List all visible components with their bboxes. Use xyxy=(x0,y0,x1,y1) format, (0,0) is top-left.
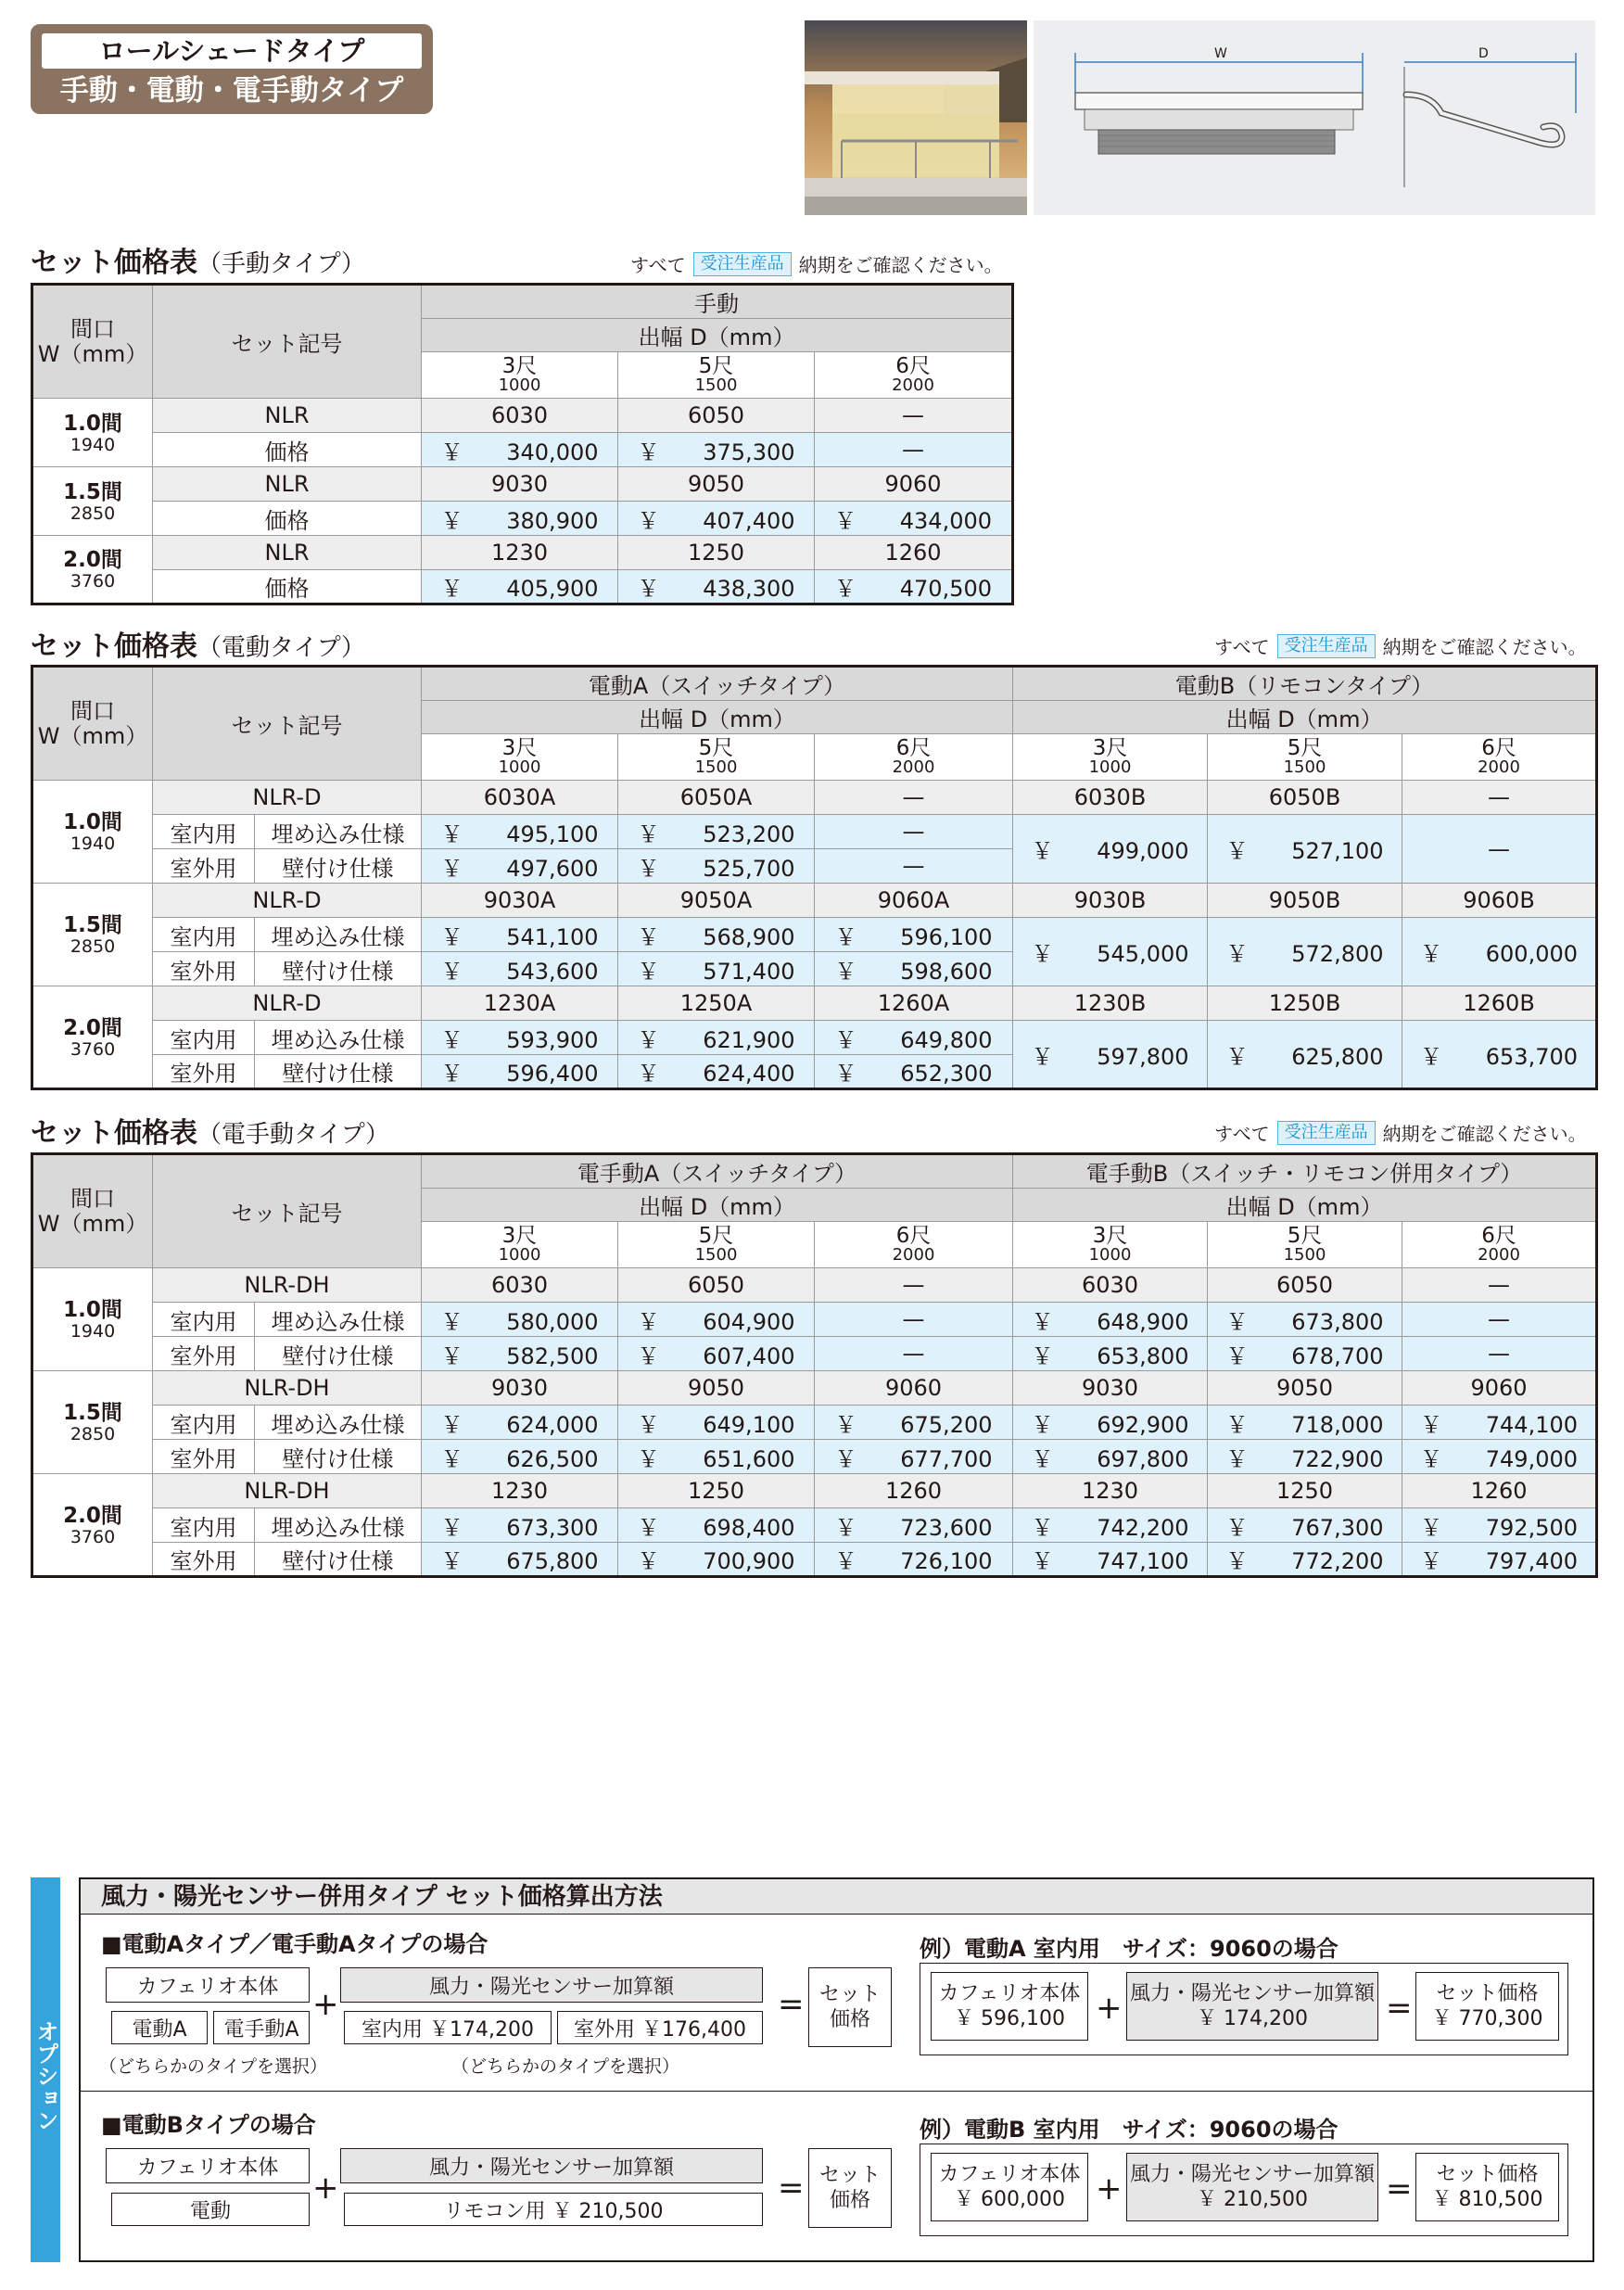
case-a-body-box: カフェリオ本体 xyxy=(106,1967,310,2003)
price-cell: ￥ 726,100 xyxy=(815,1543,1013,1577)
options-side-label: オプション xyxy=(31,1877,60,2262)
model-code: 6030 xyxy=(422,1268,618,1303)
price-cell: ￥ 698,400 xyxy=(618,1508,815,1543)
embed-spec-label: 埋め込み仕様 xyxy=(255,1406,422,1440)
product-photo xyxy=(805,20,1027,215)
depth-header: 出幅 D（mm） xyxy=(422,319,1013,352)
size-5shaku: 5尺 1500 xyxy=(618,352,815,399)
ex-a-body: カフェリオ本体 ￥ 596,100 xyxy=(931,1972,1088,2041)
size-5shaku: 5尺 1500 xyxy=(618,734,815,781)
electric-subtitle: （電動タイプ） xyxy=(197,634,365,662)
category-badge xyxy=(31,24,433,114)
model-code: 1230 xyxy=(1013,1474,1208,1508)
manual-subtitle: （手動タイプ） xyxy=(197,250,365,278)
wall-spec-label: 壁付け仕様 xyxy=(255,1440,422,1474)
price-dash: — xyxy=(1402,1337,1597,1371)
price-cell: ￥ 767,300 xyxy=(1208,1508,1402,1543)
model-code: 1250 xyxy=(1208,1474,1402,1508)
width-1-0: 1.0間 1940 xyxy=(32,781,153,884)
manual-section-title xyxy=(31,239,365,280)
model-code: 1230B xyxy=(1013,986,1208,1021)
price-dash: — xyxy=(815,1337,1013,1371)
price-cell: ￥ 649,100 xyxy=(618,1406,815,1440)
price-cell: ￥ 375,300 xyxy=(618,433,815,467)
d-label: D xyxy=(1478,46,1489,61)
col-setcode-header: セット記号 xyxy=(153,285,422,399)
set-code: NLR-DH xyxy=(153,1474,422,1508)
price-cell: ￥ 652,300 xyxy=(815,1055,1013,1089)
ex-b-result: セット価格 ￥ 810,500 xyxy=(1415,2153,1559,2221)
case-b-example-heading: 例）電動B 室内用 サイズ：9060の場合 xyxy=(920,2117,1339,2143)
model-code: 1250B xyxy=(1208,986,1402,1021)
price-cell: ￥ 678,700 xyxy=(1208,1337,1402,1371)
options-panel xyxy=(79,1877,1594,2262)
price-cell: ￥ 598,600 xyxy=(815,952,1013,986)
model-code: 9030 xyxy=(1013,1371,1208,1406)
model-code: 6050 xyxy=(1208,1268,1402,1303)
model-code: 9050 xyxy=(618,1371,815,1406)
manual-title-text: セット価格表 xyxy=(31,247,197,279)
price-cell: ￥ 582,500 xyxy=(422,1337,618,1371)
manual-group-header: 手動 xyxy=(422,285,1013,319)
note-suffix: 納期をご確認ください。 xyxy=(1382,1123,1587,1145)
case-b-heading: ■電動Bタイプの場合 xyxy=(101,2112,316,2138)
wall-spec-label: 壁付け仕様 xyxy=(255,849,422,884)
electric-order-note xyxy=(1214,632,1587,659)
model-code: 9030A xyxy=(422,884,618,918)
price-cell: ￥ 593,900 xyxy=(422,1021,618,1055)
model-code: 6030 xyxy=(422,399,618,433)
hybrid-order-note xyxy=(1214,1119,1587,1146)
case-a-result-box: セット 価格 xyxy=(808,1967,892,2047)
price-cell: ￥ 596,100 xyxy=(815,918,1013,952)
made-to-order-tag: 受注生産品 xyxy=(693,252,792,276)
price-cell: ￥ 438,300 xyxy=(618,570,815,604)
indoor-label: 室内用 xyxy=(153,815,255,849)
embed-spec-label: 埋め込み仕様 xyxy=(255,1303,422,1337)
case-a-example-heading: 例）電動A 室内用 サイズ：9060の場合 xyxy=(920,1936,1339,1962)
price-cell: ￥ 405,900 xyxy=(422,570,618,604)
set-code: NLR xyxy=(153,536,422,570)
ex-b-body: カフェリオ本体 ￥ 600,000 xyxy=(931,2153,1088,2221)
w-label: W xyxy=(1214,46,1227,61)
electric-group-b-header: 電動B（リモコンタイプ） xyxy=(1013,667,1597,701)
depth-header: 出幅 D（mm） xyxy=(1013,701,1597,734)
price-cell: ￥ 497,600 xyxy=(422,849,618,884)
price-dash: — xyxy=(815,849,1013,884)
hybrid-group-b-header: 電手動B（スイッチ・リモコン併用タイプ） xyxy=(1013,1154,1597,1189)
width-2-0: 2.0間 3760 xyxy=(32,986,153,1089)
case-b-result-box: セット 価格 xyxy=(808,2148,892,2228)
model-code: 9060 xyxy=(815,1371,1013,1406)
model-code: 1260A xyxy=(815,986,1013,1021)
badge-title: ロールシェードタイプ xyxy=(42,33,422,69)
model-code: 1260 xyxy=(1402,1474,1597,1508)
price-cell: ￥ 624,000 xyxy=(422,1406,618,1440)
embed-spec-label: 埋め込み仕様 xyxy=(255,1508,422,1543)
made-to-order-tag: 受注生産品 xyxy=(1277,1121,1376,1145)
indoor-label: 室内用 xyxy=(153,918,255,952)
price-cell: ￥ 653,700 xyxy=(1402,1021,1597,1089)
price-cell: ￥ 700,900 xyxy=(618,1543,815,1577)
indoor-label: 室内用 xyxy=(153,1508,255,1543)
case-a-heading: ■電動Aタイプ／電手動Aタイプの場合 xyxy=(101,1931,488,1957)
width-1-5: 1.5間 2850 xyxy=(32,884,153,986)
model-code: 6030B xyxy=(1013,781,1208,815)
price-cell: ￥ 380,900 xyxy=(422,502,618,536)
price-cell: ￥ 340,000 xyxy=(422,433,618,467)
price-cell: ￥ 624,400 xyxy=(618,1055,815,1089)
price-cell: ￥ 470,500 xyxy=(815,570,1013,604)
depth-header: 出幅 D（mm） xyxy=(422,1189,1013,1222)
embed-spec-label: 埋め込み仕様 xyxy=(255,918,422,952)
dimension-diagram xyxy=(1034,20,1595,215)
model-code: 9030 xyxy=(422,1371,618,1406)
size-3shaku: 3尺 1000 xyxy=(422,1222,618,1268)
price-cell: ￥ 651,600 xyxy=(618,1440,815,1474)
set-code: NLR xyxy=(153,399,422,433)
model-code: — xyxy=(815,399,1013,433)
manual-order-note xyxy=(630,250,1003,277)
model-code: 9050 xyxy=(1208,1371,1402,1406)
model-code: 6030 xyxy=(1013,1268,1208,1303)
price-cell: ￥ 434,000 xyxy=(815,502,1013,536)
model-code: 1230 xyxy=(422,536,618,570)
price-cell: ￥ 677,700 xyxy=(815,1440,1013,1474)
price-cell: ￥ 543,600 xyxy=(422,952,618,986)
indoor-label: 室内用 xyxy=(153,1406,255,1440)
outdoor-label: 室外用 xyxy=(153,1440,255,1474)
size-3shaku: 3尺 1000 xyxy=(1013,734,1208,781)
price-cell: ￥ 653,800 xyxy=(1013,1337,1208,1371)
wall-spec-label: 壁付け仕様 xyxy=(255,1337,422,1371)
price-cell: ￥ 527,100 xyxy=(1208,815,1402,884)
col-width-header: 間口 W（mm） xyxy=(32,667,153,781)
options-divider xyxy=(81,2091,1592,2092)
plus-sign: + xyxy=(312,2169,339,2207)
sensor-remote: リモコン用 ￥ 210,500 xyxy=(344,2193,763,2226)
ex-b-sensor: 風力・陽光センサー加算額 ￥ 210,500 xyxy=(1126,2153,1378,2221)
price-cell: ￥ 723,600 xyxy=(815,1508,1013,1543)
width-1-0: 1.0間 1940 xyxy=(32,399,153,467)
model-code: 9030B xyxy=(1013,884,1208,918)
price-dash: — xyxy=(815,1303,1013,1337)
model-code: 9050 xyxy=(618,467,815,502)
price-cell: ￥ 607,400 xyxy=(618,1337,815,1371)
equals-sign: = xyxy=(1386,2170,1413,2207)
col-width-header: 間口 W（mm） xyxy=(32,285,153,399)
equals-sign: = xyxy=(1386,1990,1413,2027)
embed-spec-label: 埋め込み仕様 xyxy=(255,815,422,849)
price-label: 価格 xyxy=(153,502,422,536)
model-code: 9060B xyxy=(1402,884,1597,918)
ex-a-sensor: 風力・陽光センサー加算額 ￥ 174,200 xyxy=(1126,1972,1378,2041)
options-title: 風力・陽光センサー併用タイプ セット価格算出方法 xyxy=(81,1879,1592,1915)
set-code: NLR-DH xyxy=(153,1371,422,1406)
model-code: 6050B xyxy=(1208,781,1402,815)
col-setcode-header: セット記号 xyxy=(153,667,422,781)
price-dash: — xyxy=(815,815,1013,849)
note-prefix: すべて xyxy=(1214,636,1270,658)
model-code: 1260 xyxy=(815,1474,1013,1508)
outdoor-label: 室外用 xyxy=(153,1543,255,1577)
price-cell: ￥ 673,300 xyxy=(422,1508,618,1543)
note-suffix: 納期をご確認ください。 xyxy=(798,254,1003,276)
model-code: — xyxy=(815,1268,1013,1303)
model-code: 6050A xyxy=(618,781,815,815)
size-3shaku: 3尺 1000 xyxy=(1013,1222,1208,1268)
col-width-header: 間口 W（mm） xyxy=(32,1154,153,1268)
case-a-sensor-box: 風力・陽光センサー加算額 xyxy=(340,1967,763,2003)
width-1-5: 1.5間 2850 xyxy=(32,1371,153,1474)
outdoor-label: 室外用 xyxy=(153,1055,255,1089)
price-cell: ￥ 545,000 xyxy=(1013,918,1208,986)
model-code: 1250 xyxy=(618,1474,815,1508)
col-setcode-header: セット記号 xyxy=(153,1154,422,1268)
size-3shaku: 3尺 1000 xyxy=(422,352,618,399)
manual-price-table xyxy=(31,283,1014,605)
price-cell: ￥ 523,200 xyxy=(618,815,815,849)
size-6shaku: 6尺 2000 xyxy=(1402,1222,1597,1268)
hybrid-section-title xyxy=(31,1110,389,1151)
model-code: 9050B xyxy=(1208,884,1402,918)
sensor-indoor: 室内用 ￥174,200 xyxy=(344,2011,552,2044)
size-5shaku: 5尺 1500 xyxy=(1208,734,1402,781)
price-cell: ￥ 626,500 xyxy=(422,1440,618,1474)
model-code: 6050 xyxy=(618,399,815,433)
model-code: — xyxy=(1402,1268,1597,1303)
hybrid-price-table xyxy=(31,1152,1598,1578)
equals-sign: = xyxy=(778,1986,805,2023)
plus-sign: + xyxy=(1096,2170,1123,2207)
set-code: NLR-D xyxy=(153,781,422,815)
wall-spec-label: 壁付け仕様 xyxy=(255,1055,422,1089)
depth-header: 出幅 D（mm） xyxy=(1013,1189,1597,1222)
set-code: NLR-D xyxy=(153,986,422,1021)
price-cell: ￥ 407,400 xyxy=(618,502,815,536)
set-code: NLR-DH xyxy=(153,1268,422,1303)
depth-header: 出幅 D（mm） xyxy=(422,701,1013,734)
price-cell: ￥ 747,100 xyxy=(1013,1543,1208,1577)
model-code: 1230A xyxy=(422,986,618,1021)
outdoor-label: 室外用 xyxy=(153,1337,255,1371)
badge-subtitle: 手動・電動・電手動タイプ xyxy=(59,74,404,108)
model-code: 9060A xyxy=(815,884,1013,918)
price-dash: — xyxy=(815,433,1013,467)
price-cell: ￥ 772,200 xyxy=(1208,1543,1402,1577)
electric-group-a-header: 電動A（スイッチタイプ） xyxy=(422,667,1013,701)
price-cell: ￥ 596,400 xyxy=(422,1055,618,1089)
case-a-select-note: （どちらかのタイプを選択） xyxy=(99,2056,328,2077)
price-cell: ￥ 568,900 xyxy=(618,918,815,952)
price-dash: — xyxy=(1402,1303,1597,1337)
sensor-outdoor: 室外用 ￥176,400 xyxy=(557,2011,763,2044)
hybrid-group-a-header: 電手動A（スイッチタイプ） xyxy=(422,1154,1013,1189)
price-cell: ￥ 571,400 xyxy=(618,952,815,986)
width-1-0: 1.0間 1940 xyxy=(32,1268,153,1371)
model-code: 1250 xyxy=(618,536,815,570)
note-suffix: 納期をご確認ください。 xyxy=(1382,636,1587,658)
case-b-body-box: カフェリオ本体 xyxy=(106,2148,310,2183)
wall-spec-label: 壁付け仕様 xyxy=(255,952,422,986)
model-code: 9060 xyxy=(1402,1371,1597,1406)
set-code: NLR xyxy=(153,467,422,502)
indoor-label: 室内用 xyxy=(153,1303,255,1337)
hybrid-title-text: セット価格表 xyxy=(31,1117,197,1150)
model-code: — xyxy=(815,781,1013,815)
model-code: 9030 xyxy=(422,467,618,502)
model-code: 6050 xyxy=(618,1268,815,1303)
indoor-label: 室内用 xyxy=(153,1021,255,1055)
price-cell: ￥ 792,500 xyxy=(1402,1508,1597,1543)
wall-spec-label: 壁付け仕様 xyxy=(255,1543,422,1577)
price-cell: ￥ 675,200 xyxy=(815,1406,1013,1440)
outdoor-label: 室外用 xyxy=(153,849,255,884)
price-cell: ￥ 722,900 xyxy=(1208,1440,1402,1474)
price-label: 価格 xyxy=(153,570,422,604)
model-code: 9050A xyxy=(618,884,815,918)
case-b-sensor-box: 風力・陽光センサー加算額 xyxy=(340,2148,763,2183)
electric-title-text: セット価格表 xyxy=(31,630,197,663)
price-cell: ￥ 572,800 xyxy=(1208,918,1402,986)
size-6shaku: 6尺 2000 xyxy=(815,352,1013,399)
case-a-sensor-note: （どちらかのタイプを選択） xyxy=(451,2056,680,2077)
price-cell: ￥ 744,100 xyxy=(1402,1406,1597,1440)
price-cell: ￥ 649,800 xyxy=(815,1021,1013,1055)
price-cell: ￥ 580,000 xyxy=(422,1303,618,1337)
price-cell: ￥ 749,000 xyxy=(1402,1440,1597,1474)
price-cell: ￥ 541,100 xyxy=(422,918,618,952)
price-cell: ￥ 742,200 xyxy=(1013,1508,1208,1543)
price-cell: ￥ 625,800 xyxy=(1208,1021,1402,1089)
choice-denshudo-a: 電手動A xyxy=(213,2011,310,2044)
price-cell: ￥ 697,800 xyxy=(1013,1440,1208,1474)
set-code: NLR-D xyxy=(153,884,422,918)
price-cell: ￥ 604,900 xyxy=(618,1303,815,1337)
size-6shaku: 6尺 2000 xyxy=(815,734,1013,781)
made-to-order-tag: 受注生産品 xyxy=(1277,634,1376,658)
embed-spec-label: 埋め込み仕様 xyxy=(255,1021,422,1055)
model-code: 1230 xyxy=(422,1474,618,1508)
size-3shaku: 3尺 1000 xyxy=(422,734,618,781)
model-code: 1260 xyxy=(815,536,1013,570)
width-1-5: 1.5間 2850 xyxy=(32,467,153,536)
choice-denki: 電動 xyxy=(111,2193,310,2226)
price-cell: ￥ 600,000 xyxy=(1402,918,1597,986)
price-cell: ￥ 648,900 xyxy=(1013,1303,1208,1337)
price-label: 価格 xyxy=(153,433,422,467)
note-prefix: すべて xyxy=(630,254,686,276)
outdoor-label: 室外用 xyxy=(153,952,255,986)
ex-a-result: セット価格 ￥ 770,300 xyxy=(1415,1972,1559,2041)
model-code: — xyxy=(1402,781,1597,815)
width-2-0: 2.0間 3760 xyxy=(32,1474,153,1577)
hybrid-subtitle: （電手動タイプ） xyxy=(197,1121,389,1149)
note-prefix: すべて xyxy=(1214,1123,1270,1145)
price-cell: ￥ 597,800 xyxy=(1013,1021,1208,1089)
price-cell: ￥ 621,900 xyxy=(618,1021,815,1055)
model-code: 1250A xyxy=(618,986,815,1021)
equals-sign: = xyxy=(778,2169,805,2207)
price-cell: ￥ 495,100 xyxy=(422,815,618,849)
plus-sign: + xyxy=(312,1986,339,2023)
electric-price-table xyxy=(31,665,1598,1090)
price-cell: ￥ 673,800 xyxy=(1208,1303,1402,1337)
size-5shaku: 5尺 1500 xyxy=(1208,1222,1402,1268)
size-5shaku: 5尺 1500 xyxy=(618,1222,815,1268)
width-2-0: 2.0間 3760 xyxy=(32,536,153,604)
price-cell: ￥ 692,900 xyxy=(1013,1406,1208,1440)
model-code: 9060 xyxy=(815,467,1013,502)
price-dash: — xyxy=(1402,815,1597,884)
size-6shaku: 6尺 2000 xyxy=(1402,734,1597,781)
model-code: 6030A xyxy=(422,781,618,815)
price-cell: ￥ 797,400 xyxy=(1402,1543,1597,1577)
price-cell: ￥ 675,800 xyxy=(422,1543,618,1577)
electric-section-title xyxy=(31,623,365,664)
size-6shaku: 6尺 2000 xyxy=(815,1222,1013,1268)
price-cell: ￥ 718,000 xyxy=(1208,1406,1402,1440)
model-code: 1260B xyxy=(1402,986,1597,1021)
plus-sign: + xyxy=(1096,1990,1123,2027)
choice-denki-a: 電動A xyxy=(111,2011,208,2044)
price-cell: ￥ 525,700 xyxy=(618,849,815,884)
price-cell: ￥ 499,000 xyxy=(1013,815,1208,884)
